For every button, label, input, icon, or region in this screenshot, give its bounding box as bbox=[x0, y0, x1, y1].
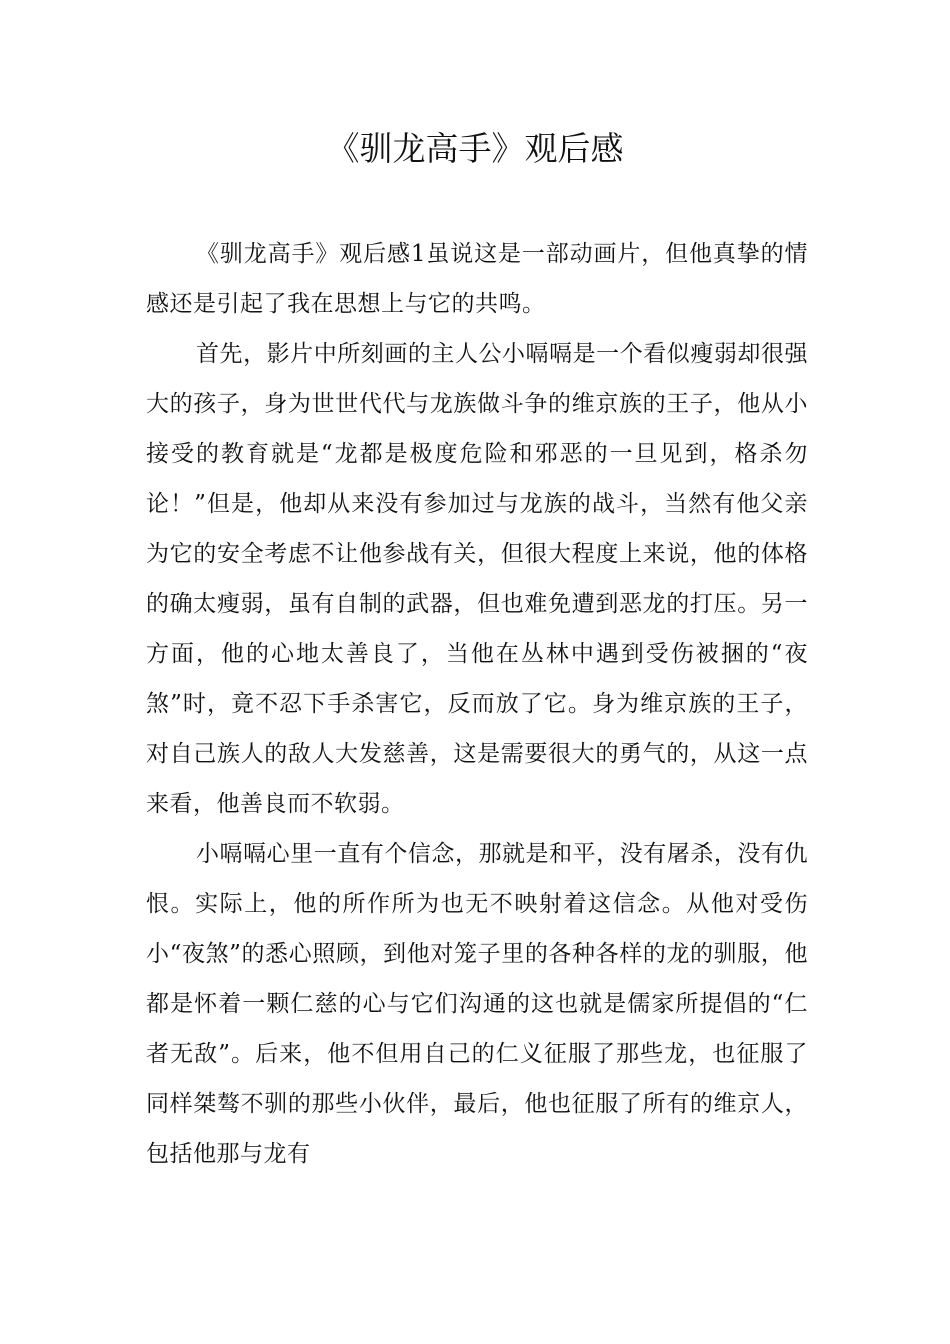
document-title: 《驯龙高手》观后感 bbox=[326, 129, 624, 168]
paragraph-3: 小嗝嗝心里一直有个信念，那就是和平，没有屠杀，没有仇恨。实际上，他的所作所为也无不映射着这信念。从他对受伤小“夜煞”的悉心照顾，到他对笼子里的各种各样的龙的驯服，他都是怀着一颗仁慈的心与它们沟通的这也就是儒家所提倡的“仁者无敌”。后来，他不但用自己的仁义征服了那些龙，也征服了同样桀骜不驯的那些小伙伴，最后，他也征服了所有的维京人，包括他那与龙有 bbox=[146, 841, 808, 1167]
paragraph-2: 首先，影片中所刻画的主人公小嗝嗝是一个看似瘦弱却很强大的孩子，身为世世代代与龙族做斗争的维京族的王子，他从小接受的教育就是“龙都是极度危险和邪恶的一旦见到，格杀勿论！”但是，他却从来没有参加过与龙族的战斗，当然有他父亲为它的安全考虑不让他参战有关，但很大程度上来说，他的体格的确太瘦弱，虽有自制的武器，但也难免遭到恶龙的打压。另一方面，他的心地太善良了，当他在丛林中遇到受伤被捆的“夜煞”时，竟不忍下手杀害它，反而放了它。身为维京族的王子，对自己族人的敌人大发慈善，这是需要很大的勇气的，从这一点来看，他善良而不软弱。 bbox=[146, 341, 808, 817]
document-body bbox=[146, 229, 808, 1179]
paragraph-1: 《驯龙高手》观后感1虽说这是一部动画片，但他真挚的情感还是引起了我在思想上与它的共鸣。 bbox=[146, 241, 808, 317]
